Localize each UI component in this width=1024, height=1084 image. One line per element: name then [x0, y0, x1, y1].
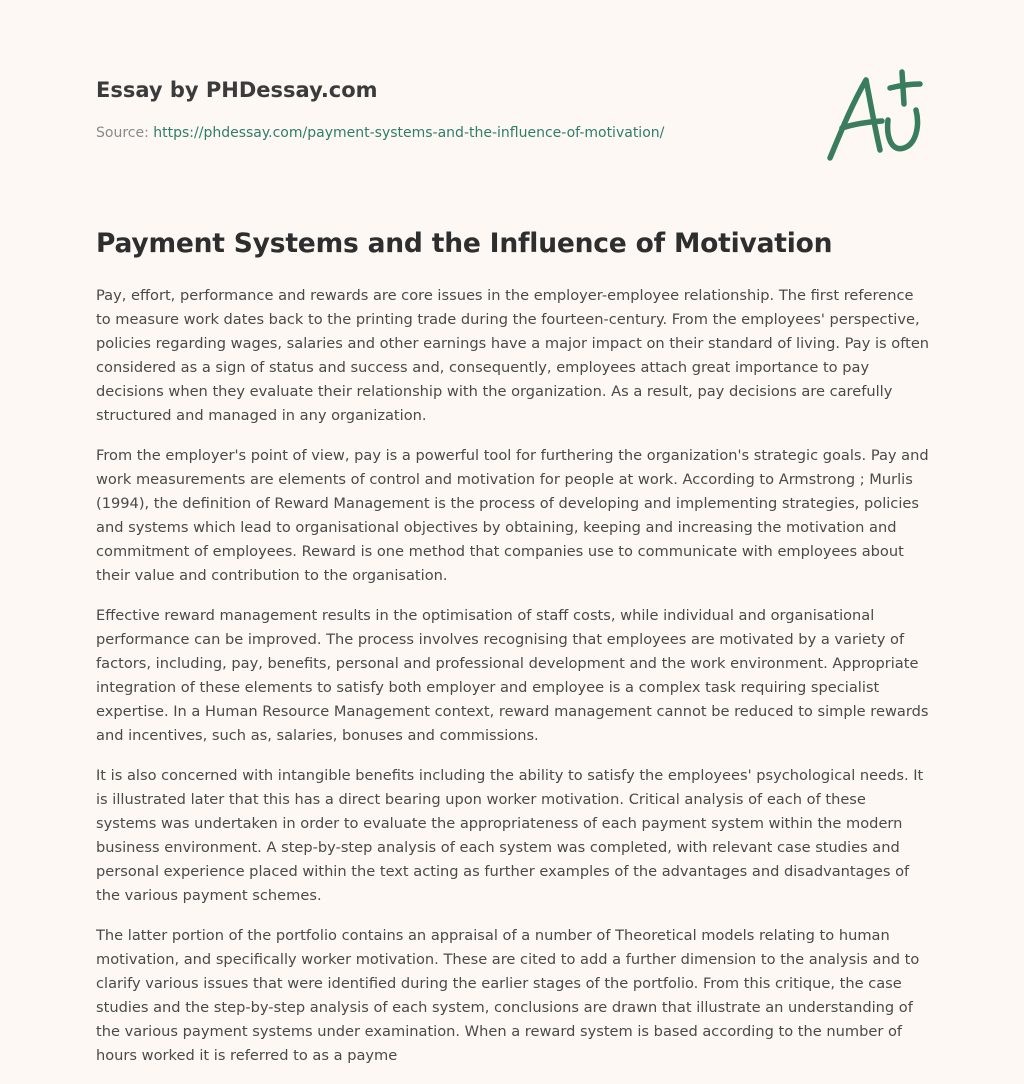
article-paragraph-4: It is also concerned with intangible benefits including the ability to satisfy the employees' psychological needs. It is illustrated later that this has a direct bearing upon worker motivation. Critical analysis of each of these systems was undertaken in order to evaluate the appropriateness of each payment system within the modern business environment. A step-by-step analysis of each system was completed, with relevant case studies and personal experience placed within the text acting as further examples of the advantages and disadvantages of the various payment schemes. — [96, 767, 924, 904]
brand-title: Essay by PHDessay.com — [96, 78, 378, 102]
article — [96, 226, 930, 1084]
article-paragraph-5: The latter portion of the portfolio contains an appraisal of a number of Theoretical models relating to human motivation, and specifically worker motivation. These are cited to add a further dimension to the analysis and to clarify various issues that were identified during the earlier stages of the portfolio. From this critique, the case studies and the step-by-step analysis of each system, conclusions are drawn that illustrate an understanding of the various payment systems under examination. When a reward system is based according to the number of hours worked it is referred to as a payme — [96, 927, 920, 1064]
source-link[interactable]: https://phdessay.com/payment-systems-and-the-influence-of-motivation/ — [153, 125, 665, 141]
article-title: Payment Systems and the Influence of Motivation — [96, 228, 833, 259]
article-paragraph-1: Pay, effort, performance and rewards are core issues in the employer-employee relationship. The first reference to measure work dates back to the printing trade during the fourteen-century. From the employees' perspective, policies regarding wages, salaries and other earnings have a major impact on their standard of living. Pay is often considered as a sign of status and success and, consequently, employees attach great importance to pay decisions when they evaluate their relationship with the organization. As a result, pay decisions are carefully structured and managed in any organization. — [96, 287, 930, 424]
source-line — [96, 124, 796, 142]
article-paragraph-2: From the employer's point of view, pay is a powerful tool for furthering the organization's strategic goals. Pay and work measurements are elements of control and motivation for people at work. According to Armstrong ; Murlis (1994), the definition of Reward Management is the process of developing and implementing strategies, policies and systems which lead to organisational objectives by obtaining, keeping and increasing the motivation and commitment of employees. Reward is one method that companies use to communicate with employees about their value and contribution to the organisation. — [96, 447, 929, 584]
page-header — [96, 76, 796, 142]
a-plus-logo-icon — [820, 64, 930, 168]
source-label: Source: — [96, 125, 154, 141]
article-paragraph-3: Effective reward management results in the optimisation of staff costs, while individual and organisational performance can be improved. The process involves recognising that employees are motivated by a variety of factors, including, pay, benefits, personal and professional development and the work environment. Appropriate integration of these elements to satisfy both employer and employee is a complex task requiring specialist expertise. In a Human Resource Management context, reward management cannot be reduced to simple rewards and incentives, such as, salaries, bonuses and commissions. — [96, 607, 929, 744]
